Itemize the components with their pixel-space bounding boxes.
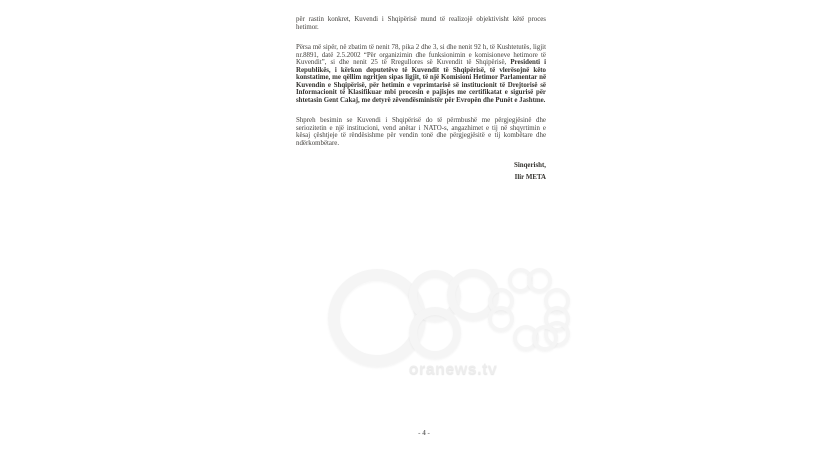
watermark-circle (544, 321, 570, 347)
watermark-circle (328, 269, 426, 367)
watermark-circle (488, 306, 514, 332)
watermark-circle (544, 306, 570, 332)
watermark-circle (409, 270, 461, 322)
watermark-circle (544, 288, 570, 314)
watermark-brand-text: oranews.tv (408, 361, 498, 378)
signature-block (296, 162, 546, 181)
watermark-circle (508, 268, 533, 293)
watermark-circle (513, 325, 539, 351)
paragraph-closing: Shpreh besimin se Kuvendi i Shqipërisë do të përmbushë me përgjegjësinë dhe seriozitetin e një institucioni, vend anëtar i NATO-s, angazhimet e tij në shqyrtimin e kësaj çështjeje të rëndësishme për vendin tonë dhe përgjegjësitë e tij kombëtare dhe ndërkombëtare. (296, 117, 546, 147)
paragraph-intro: për rastin konkret, Kuvendi i Shqipërisë mund të realizojë objektivisht këtë proces hetimor. (296, 16, 546, 31)
paragraph-request (296, 44, 546, 104)
paragraph-request-normal: Përsa më sipër, në zbatim të nenit 78, pika 2 dhe 3, si dhe nenit 92 h, të Kushtetutës, ligjit nr.8891, datë 2.5.2002 “Për organizimin dhe funksionimin e komisioneve hetimore të Kuvendit”, si dhe nenit 25 të Rregullores së Kuvendit të Shqipërisë, (296, 44, 546, 66)
watermark-circle (527, 268, 552, 293)
watermark-circle (409, 307, 461, 359)
watermark-circle (447, 269, 499, 321)
letter-body (296, 16, 546, 181)
signature-name: Ilir META (514, 173, 546, 181)
page-number: - 4 - (418, 429, 430, 437)
signature-closing: Sinqerisht, (514, 162, 546, 169)
paragraph-request-bold: Presidenti i Republikës, i kërkon deputetëve të Kuvendit të Shqipërisë, të vlerësojnë këto konstatime, me qëllim ngritjen sipas ligjit, të një Komisioni Hetimor Parlamentar në Kuvendin e Shqipërisë, për hetimin e veprimtarisë së institucionit të Drejtorisë së Informacionit të Klasifikuar mbi procesin e pajisjes me certifikatat e sigurisë për shtetasin Gent Cakaj, me detyrë zëvendësministër për Evropën dhe Punët e Jashtme. (296, 59, 546, 104)
watermark-circle (532, 325, 558, 351)
watermark-circle (488, 288, 514, 314)
